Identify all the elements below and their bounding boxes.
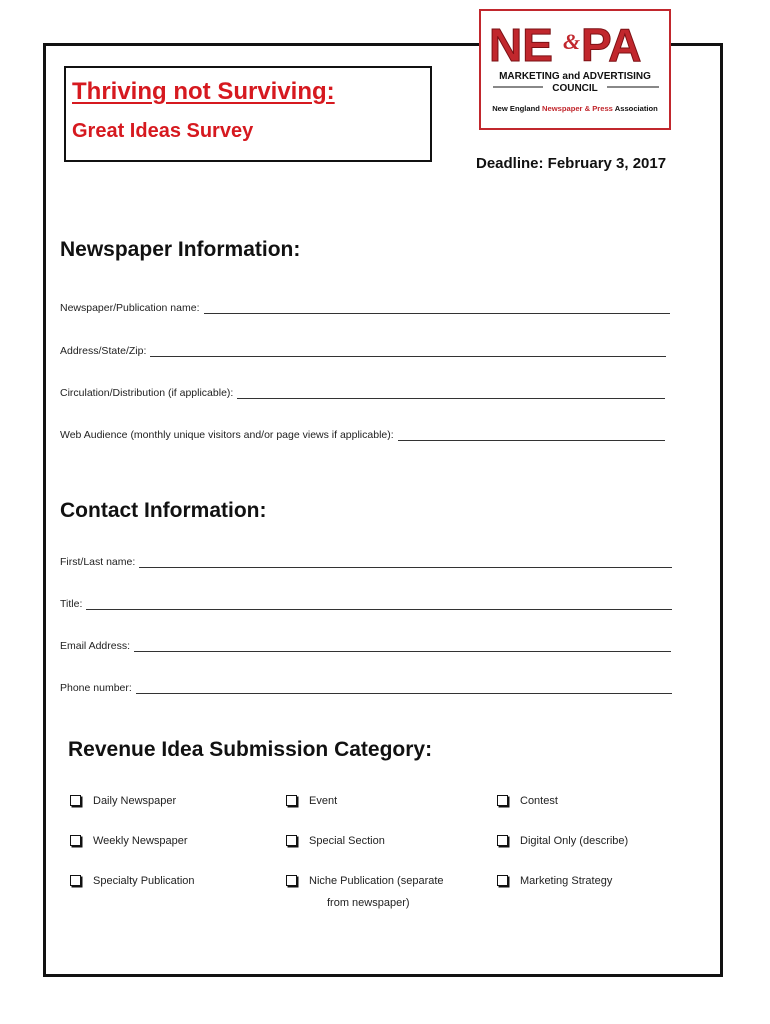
checkbox[interactable] — [70, 875, 81, 886]
page-title: Thriving not Surviving: — [72, 78, 335, 105]
option-specialty-publication[interactable] — [70, 876, 195, 892]
page-subtitle: Great Ideas Survey — [72, 120, 254, 142]
option-weekly-newspaper[interactable] — [70, 836, 188, 852]
name-field[interactable] — [60, 552, 672, 568]
logo-ampersand: & — [563, 29, 581, 54]
field-line[interactable] — [86, 598, 672, 610]
newspaper-info-heading: Newspaper Information: — [60, 238, 301, 261]
checkbox[interactable] — [286, 795, 297, 806]
email-field[interactable] — [60, 636, 671, 652]
checkbox[interactable] — [497, 875, 508, 886]
field-line[interactable] — [136, 682, 672, 694]
field-line[interactable] — [204, 302, 671, 314]
option-label-line-2: from newspaper) — [327, 897, 410, 909]
circulation-field[interactable] — [60, 383, 665, 399]
option-label: Special Section — [309, 835, 385, 847]
option-label: Marketing Strategy — [520, 875, 613, 887]
field-line[interactable] — [139, 556, 672, 568]
field-label: Title: — [60, 598, 83, 610]
option-digital-only[interactable] — [497, 836, 628, 852]
option-niche-publication[interactable] — [286, 876, 444, 914]
field-label: Newspaper/Publication name: — [60, 302, 200, 314]
field-label: Email Address: — [60, 640, 131, 652]
checkbox[interactable] — [497, 835, 508, 846]
revenue-category-heading: Revenue Idea Submission Category: — [68, 738, 433, 761]
checkbox[interactable] — [286, 835, 297, 846]
option-label — [309, 870, 444, 914]
field-label: Web Audience (monthly unique visitors and/or page views if applicable): — [60, 429, 394, 441]
option-event[interactable] — [286, 796, 337, 812]
field-line[interactable] — [237, 387, 665, 399]
phone-field[interactable] — [60, 678, 672, 694]
field-label: Circulation/Distribution (if applicable): — [60, 387, 234, 399]
option-label: Specialty Publication — [93, 875, 195, 887]
nenpa-logo — [479, 9, 671, 130]
logo-tagline-2: COUNCIL — [552, 83, 598, 94]
option-label: Daily Newspaper — [93, 795, 177, 807]
option-label: Digital Only (describe) — [520, 835, 629, 847]
checkbox[interactable] — [70, 795, 81, 806]
option-label: Weekly Newspaper — [93, 835, 188, 847]
deadline-text: Deadline: February 3, 2017 — [476, 155, 667, 172]
option-label: Event — [309, 795, 338, 807]
field-label: First/Last name: — [60, 556, 136, 568]
contact-info-heading: Contact Information: — [60, 499, 267, 522]
field-label: Phone number: — [60, 682, 132, 694]
field-line[interactable] — [134, 640, 671, 652]
option-marketing-strategy[interactable] — [497, 876, 612, 892]
checkbox[interactable] — [70, 835, 81, 846]
option-contest[interactable] — [497, 796, 558, 812]
field-label: Address/State/Zip: — [60, 345, 147, 357]
web-audience-field[interactable] — [60, 425, 665, 441]
address-field[interactable] — [60, 341, 666, 357]
checkbox[interactable] — [497, 795, 508, 806]
logo-letters-pa: PA — [581, 19, 642, 71]
logo-tagline-1: MARKETING and ADVERTISING — [499, 71, 651, 82]
field-line[interactable] — [398, 429, 665, 441]
publication-name-field[interactable] — [60, 298, 670, 314]
logo-org-name: New England Newspaper & Press Association — [492, 104, 658, 113]
option-special-section[interactable] — [286, 836, 385, 852]
option-label: Contest — [520, 795, 558, 807]
field-line[interactable] — [150, 345, 666, 357]
logo-letters-ne: NE — [489, 19, 553, 71]
checkbox[interactable] — [286, 875, 297, 886]
title-box — [64, 66, 432, 162]
option-daily-newspaper[interactable] — [70, 796, 176, 812]
title-field[interactable] — [60, 594, 672, 610]
option-label-line-1: Niche Publication (separate — [309, 875, 444, 887]
